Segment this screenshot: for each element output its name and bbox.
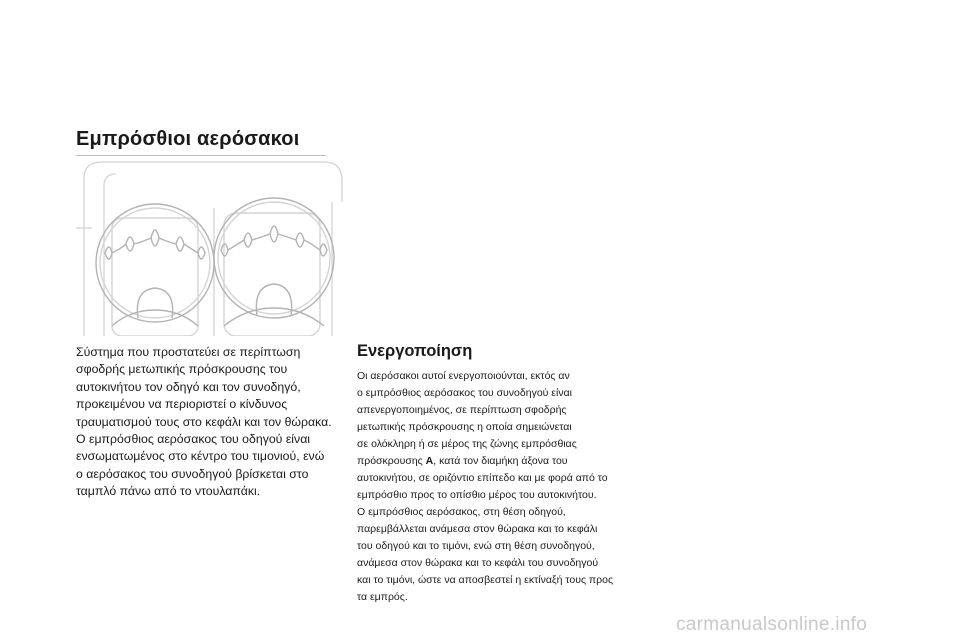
title-divider (76, 155, 326, 156)
activation-paragraph (357, 368, 642, 606)
activation-line: και το τιμόνι, ώστε να αποσβεστεί η εκτίναξή τους προς (357, 574, 614, 586)
activation-line: αυτοκινήτου, σε οριζόντιο επίπεδο και με φορά από το (357, 472, 608, 484)
intro-line: προκειμένου να περιοριστεί ο κίνδυνος (76, 397, 288, 412)
activation-line-prefix: πρόσκρουσης (357, 455, 426, 467)
activation-line: Οι αερόσακοι αυτοί ενεργοποιούνται, εκτός αν (357, 370, 570, 382)
activation-line: ανάμεσα στον θώρακα και το κεφάλι του συνοδηγού (357, 557, 599, 569)
airbag-illustration (74, 158, 354, 336)
activation-line: παρεμβάλλεται ανάμεσα στον θώρακα και το κεφάλι (357, 523, 598, 535)
intro-line: ο αερόσακος του συνοδηγού βρίσκεται στο (76, 466, 309, 481)
activation-line: Ο εμπρόσθιος αερόσακος, στη θέση οδηγού, (357, 506, 566, 518)
activation-line (357, 453, 642, 470)
section-heading: Ενεργοποίηση (357, 342, 473, 360)
activation-line: απενεργοποιημένος, σε περίπτωση σφοδρής (357, 404, 567, 416)
activation-line: ο εμπρόσθιος αερόσακος του συνοδηγού είναι (357, 387, 572, 399)
activation-line: τα εμπρός. (357, 591, 408, 603)
intro-line: Σύστημα που προστατεύει σε περίπτωση (76, 345, 301, 359)
zone-label: A (425, 455, 434, 467)
watermark-text: carmanualsonline.info (676, 614, 868, 635)
activation-line-suffix: , κατά τον διαμήκη άξονα του (433, 455, 568, 467)
intro-line: αυτοκινήτου τον οδηγό και τον συνοδηγό, (76, 379, 301, 394)
intro-line: ταμπλό πάνω από το ντουλαπάκι. (76, 484, 261, 499)
intro-line: Ο εμπρόσθιος αερόσακος του οδηγού είναι (76, 432, 311, 447)
activation-line: εμπρόσθιο προς το οπίσθιο μέρος του αυτοκινήτου. (357, 489, 597, 501)
activation-line: μετωπικής πρόσκρουσης η οποία σημειώνεται (357, 421, 572, 433)
intro-line: τραυματισμού τους στο κεφάλι και τον θώρακα. (76, 414, 332, 429)
page-title: Εμπρόσθιοι αερόσακοι (76, 128, 300, 150)
intro-paragraph (76, 344, 344, 501)
intro-line: σφοδρής μετωπικής πρόσκρουσης του (76, 362, 288, 377)
activation-line: του οδηγού και το τιμόνι, ενώ στη θέση συνοδηγού, (357, 540, 595, 552)
intro-line: ενσωματωμένος στο κέντρο του τιμονιού, ενώ (76, 449, 325, 464)
activation-line: σε ολόκληρη ή σε μέρος της ζώνης εμπρόσθιας (357, 438, 577, 450)
activation-section (357, 342, 642, 606)
